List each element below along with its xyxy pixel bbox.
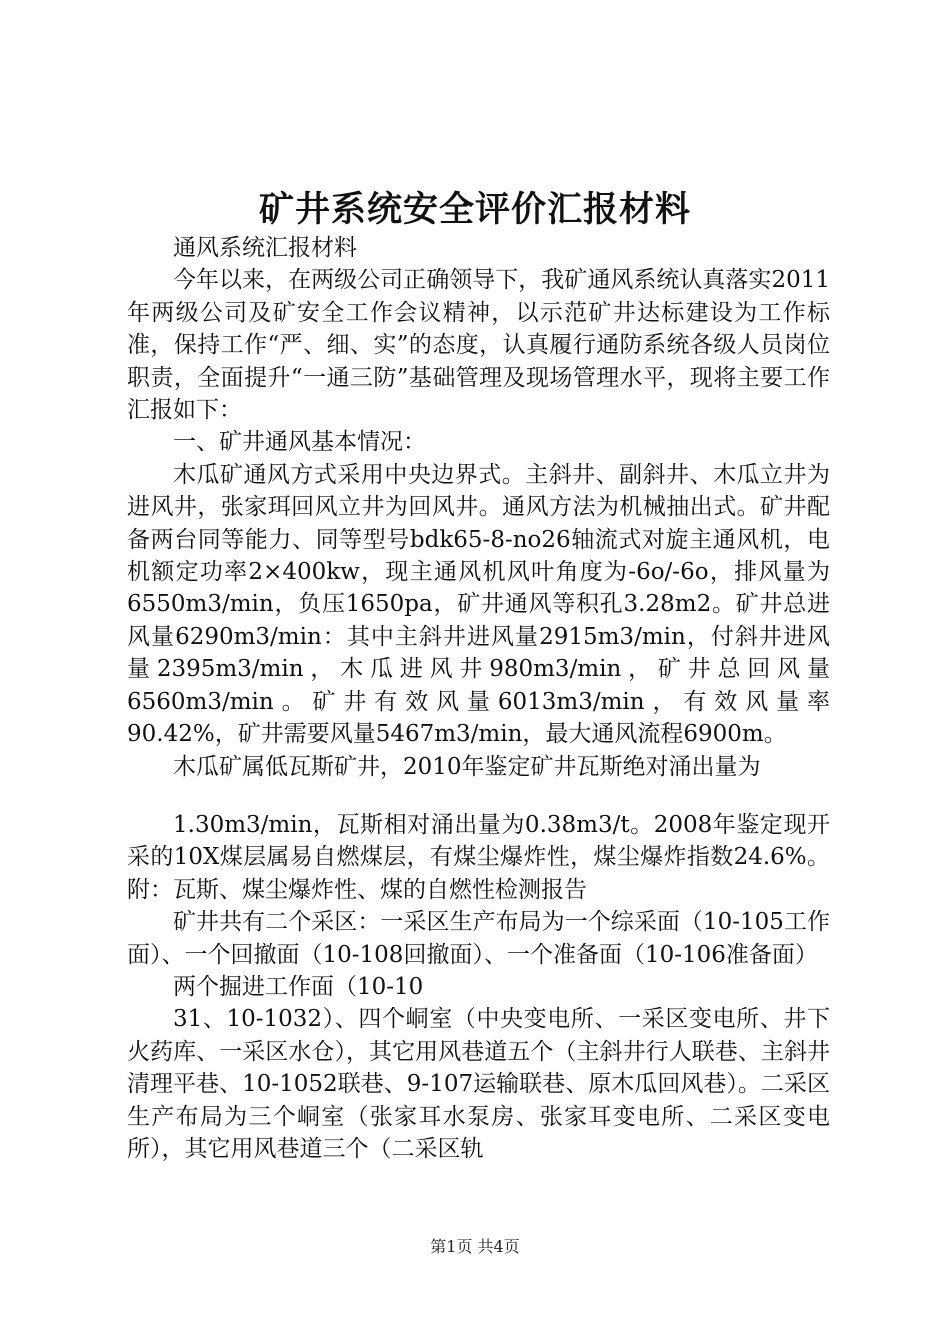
document-body bbox=[127, 232, 830, 1165]
paragraph-ventilation: 木瓜矿通风方式采用中央边界式。主斜井、副斜井、木瓜立井为进风井，张家珥回风立井为回风井。通风方法为机械抽出式。矿井配备两台同等能力、同等型号bdk65-8-no26轴流式对旋主通风机，电机额定功率2×400kw，现主通风机风叶角度为-6ο/-6ο，排风量为6550m3/min，负压1650pa，矿井通风等积孔3.28m2。矿井总进风量6290m3/min：其中主斜井进风量2915m3/min，付斜井进风量2395m3/min，木瓜进风井980m3/min，矿井总回风量6560m3/min。矿井有效风量6013m3/min，有效风量率90.42%，矿井需要风量5467m3/min，最大通风流程6900m。 bbox=[127, 461, 830, 748]
page-title: 矿井系统安全评价汇报材料 bbox=[258, 189, 691, 230]
paragraph-gas: 木瓜矿属低瓦斯矿井，2010年鉴定矿井瓦斯绝对涌出量为 bbox=[173, 753, 761, 780]
page-footer: 第1页 共4页 bbox=[430, 1237, 520, 1256]
paragraph-gas-continued: 1.30m3/min，瓦斯相对涌出量为0.38m3/t。2008年鉴定现开采的10X煤层属易自燃煤层，有煤尘爆炸性，煤尘爆炸指数24.6%。附：瓦斯、煤尘爆炸性、煤的自燃性检测报告 bbox=[127, 811, 830, 903]
paragraph-headings: 两个掘进工作面（10-10 bbox=[173, 973, 424, 1000]
section-heading-ventilation: 一、矿井通风基本情况： bbox=[173, 429, 426, 456]
paragraph-intro: 今年以来，在两级公司正确领导下，我矿通风系统认真落实2011年两级公司及矿安全工作会议精神，以示范矿井达标建设为工作标准，保持工作“严、细、实”的态度，认真履行通防系统各级人员岗位职责，全面提升“一通三防”基础管理及现场管理水平，现将主要工作汇报如下： bbox=[127, 267, 830, 424]
paragraph-gap bbox=[127, 783, 830, 809]
paragraph-mining-areas: 矿井共有二个采区：一采区生产布局为一个综采面（10-105工作面）、一个回撤面（10-108回撤面）、一个准备面（10-106准备面） bbox=[127, 909, 830, 968]
section-heading: 通风系统汇报材料 bbox=[173, 235, 357, 261]
paragraph-chambers: 31、10-1032）、四个峒室（中央变电所、一采区变电所、井下火药库、一采区水仓），其它用风巷道五个（主斜井行人联巷、主斜井清理平巷、10-1052联巷、9-107运输联巷、原木瓜回风巷）。二采区生产布局为三个峒室（张家耳水泵房、张家耳变电所、二采区变电所），其它用风巷道三个（二采区轨 bbox=[127, 1006, 830, 1162]
